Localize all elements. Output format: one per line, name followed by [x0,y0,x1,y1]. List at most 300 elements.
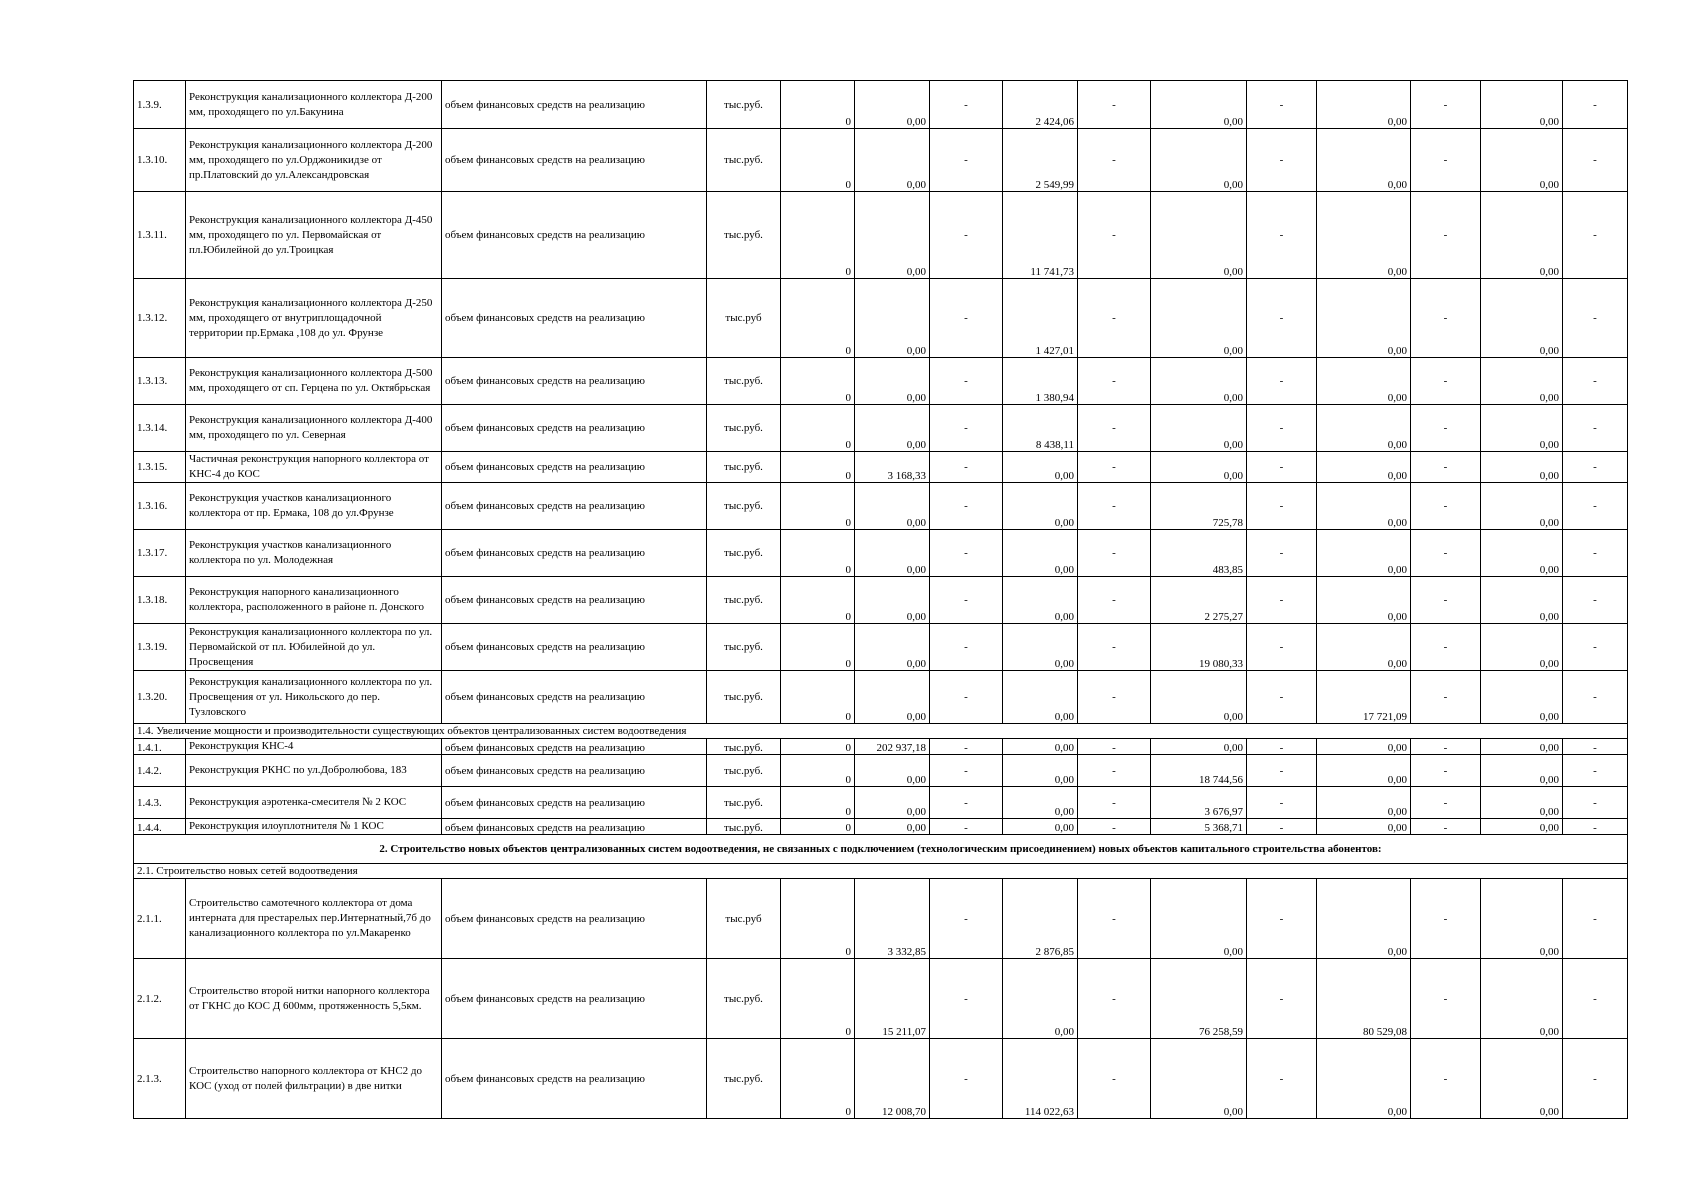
row-code: 1.3.18. [134,577,186,624]
dash-cell: - [1563,739,1628,755]
table-row [134,358,1628,405]
dash-cell: - [1411,577,1481,624]
section-heading-row [134,835,1628,864]
dash-cell: - [1411,739,1481,755]
table-row [134,577,1628,624]
dash-cell: - [1411,192,1481,279]
dash-cell: - [1563,577,1628,624]
dash-cell: - [1563,192,1628,279]
row-name: Реконструкция канализационного коллектора Д-450 мм, проходящего по ул. Первомайская от пл.Юбилейной до ул.Троицкая [186,192,442,279]
value-cell: 0 [781,879,855,959]
value-cell: 0,00 [1317,1039,1411,1119]
value-cell: 0,00 [1317,129,1411,192]
dash-cell: - [1078,819,1151,835]
value-cell: 0,00 [1481,739,1563,755]
dash-cell: - [1078,483,1151,530]
table-row [134,279,1628,358]
value-cell: 0,00 [1481,755,1563,787]
row-indicator: объем финансовых средств на реализацию [442,81,707,129]
dash-cell: - [1411,530,1481,577]
dash-cell: - [1078,787,1151,819]
row-code: 2.1.2. [134,959,186,1039]
value-cell: 0,00 [1481,624,1563,671]
value-cell: 0,00 [1003,671,1078,724]
row-unit: тыс.руб. [707,1039,781,1119]
value-cell: 0 [781,192,855,279]
value-cell: 0,00 [1481,279,1563,358]
dash-cell: - [930,959,1003,1039]
dash-cell: - [1078,959,1151,1039]
row-name: Реконструкция КНС-4 [186,739,442,755]
row-code: 1.4.3. [134,787,186,819]
table-row [134,671,1628,724]
value-cell: 0,00 [1003,624,1078,671]
dash-cell: - [1247,671,1317,724]
value-cell: 0,00 [1481,452,1563,483]
row-code: 1.3.9. [134,81,186,129]
value-cell: 0 [781,452,855,483]
row-unit: тыс.руб [707,279,781,358]
dash-cell: - [1247,624,1317,671]
value-cell: 0,00 [1317,819,1411,835]
value-cell: 0,00 [1481,358,1563,405]
row-indicator: объем финансовых средств на реализацию [442,358,707,405]
value-cell: 725,78 [1151,483,1247,530]
row-indicator: объем финансовых средств на реализацию [442,192,707,279]
dash-cell: - [930,483,1003,530]
row-name: Реконструкция канализационного коллектора Д-250 мм, проходящего от внутриплощадочной территории пр.Ермака ,108 до ул. Фрунзе [186,279,442,358]
dash-cell: - [1563,279,1628,358]
dash-cell: - [1411,452,1481,483]
dash-cell: - [930,577,1003,624]
row-indicator: объем финансовых средств на реализацию [442,577,707,624]
value-cell: 0,00 [1003,452,1078,483]
value-cell: 0 [781,129,855,192]
table-row [134,755,1628,787]
value-cell: 1 380,94 [1003,358,1078,405]
dash-cell: - [1247,405,1317,452]
dash-cell: - [1247,129,1317,192]
dash-cell: - [1563,452,1628,483]
row-name: Реконструкция участков канализационного коллектора от пр. Ермака, 108 до ул.Фрунзе [186,483,442,530]
dash-cell: - [1411,483,1481,530]
value-cell: 0,00 [855,483,930,530]
row-indicator: объем финансовых средств на реализацию [442,452,707,483]
investment-program-table [133,80,1628,1119]
value-cell: 11 741,73 [1003,192,1078,279]
row-unit: тыс.руб. [707,671,781,724]
table-row [134,739,1628,755]
subsection-row [134,864,1628,879]
value-cell: 0,00 [1003,755,1078,787]
dash-cell: - [1563,879,1628,959]
row-unit: тыс.руб. [707,959,781,1039]
value-cell: 0 [781,787,855,819]
dash-cell: - [1078,530,1151,577]
value-cell: 0,00 [855,279,930,358]
value-cell: 0 [781,959,855,1039]
row-unit: тыс.руб. [707,129,781,192]
value-cell: 0,00 [1151,1039,1247,1119]
dash-cell: - [1411,129,1481,192]
dash-cell: - [1411,624,1481,671]
row-code: 1.3.11. [134,192,186,279]
value-cell: 0,00 [1151,358,1247,405]
row-code: 1.3.16. [134,483,186,530]
row-code: 1.3.14. [134,405,186,452]
value-cell: 0,00 [1481,959,1563,1039]
subsection-title: 2.1. Строительство новых сетей водоотведения [134,864,1628,879]
value-cell: 0,00 [1317,192,1411,279]
row-name: Реконструкция участков канализационного коллектора по ул. Молодежная [186,530,442,577]
row-code: 1.3.12. [134,279,186,358]
table-row [134,192,1628,279]
dash-cell: - [930,452,1003,483]
dash-cell: - [1247,81,1317,129]
row-name: Реконструкция канализационного коллектора по ул. Первомайской от пл. Юбилейной до ул. Просвещения [186,624,442,671]
dash-cell: - [1411,671,1481,724]
row-indicator: объем финансовых средств на реализацию [442,279,707,358]
row-code: 1.3.13. [134,358,186,405]
value-cell: 0,00 [855,129,930,192]
value-cell: 0,00 [1151,279,1247,358]
dash-cell: - [1078,879,1151,959]
value-cell: 0,00 [855,358,930,405]
value-cell: 0 [781,358,855,405]
value-cell: 0 [781,405,855,452]
row-indicator: объем финансовых средств на реализацию [442,755,707,787]
row-unit: тыс.руб. [707,452,781,483]
value-cell: 0 [781,739,855,755]
table-row [134,819,1628,835]
dash-cell: - [1563,671,1628,724]
value-cell: 0,00 [1317,452,1411,483]
dash-cell: - [1078,755,1151,787]
dash-cell: - [1411,787,1481,819]
dash-cell: - [1563,358,1628,405]
dash-cell: - [930,530,1003,577]
dash-cell: - [1563,959,1628,1039]
row-name: Реконструкция канализационного коллектора Д-500 мм, проходящего от сп. Герцена по ул. Октябрьская [186,358,442,405]
row-name: Строительство самотечного коллектора от дома интерната для престарелых пер.Интернатный,7б до канализационного коллектора по ул.Макаренко [186,879,442,959]
value-cell: 15 211,07 [855,959,930,1039]
value-cell: 114 022,63 [1003,1039,1078,1119]
dash-cell: - [1247,358,1317,405]
dash-cell: - [930,739,1003,755]
dash-cell: - [930,819,1003,835]
value-cell: 0,00 [1151,192,1247,279]
row-unit: тыс.руб. [707,819,781,835]
dash-cell: - [930,192,1003,279]
dash-cell: - [1247,192,1317,279]
value-cell: 0 [781,81,855,129]
dash-cell: - [1563,483,1628,530]
row-indicator: объем финансовых средств на реализацию [442,671,707,724]
dash-cell: - [930,624,1003,671]
dash-cell: - [1563,81,1628,129]
dash-cell: - [930,405,1003,452]
row-code: 1.3.20. [134,671,186,724]
table-row [134,624,1628,671]
dash-cell: - [1247,739,1317,755]
row-indicator: объем финансовых средств на реализацию [442,819,707,835]
value-cell: 0,00 [1481,1039,1563,1119]
row-name: Частичная реконструкция напорного коллектора от КНС-4 до КОС [186,452,442,483]
value-cell: 5 368,71 [1151,819,1247,835]
table-row [134,530,1628,577]
value-cell: 0 [781,755,855,787]
table-row [134,879,1628,959]
row-name: Строительство напорного коллектора от КНС2 до КОС (уход от полей фильтрации) в две нитки [186,1039,442,1119]
value-cell: 0,00 [1481,819,1563,835]
value-cell: 0,00 [1317,530,1411,577]
value-cell: 0,00 [1317,787,1411,819]
row-name: Строительство второй нитки напорного коллектора от ГКНС до КОС Д 600мм, протяженность 5,5км. [186,959,442,1039]
value-cell: 1 427,01 [1003,279,1078,358]
row-unit: тыс.руб. [707,483,781,530]
value-cell: 2 424,06 [1003,81,1078,129]
value-cell: 0 [781,671,855,724]
row-indicator: объем финансовых средств на реализацию [442,739,707,755]
dash-cell: - [1411,819,1481,835]
value-cell: 0,00 [1003,577,1078,624]
dash-cell: - [1078,279,1151,358]
value-cell: 0 [781,819,855,835]
dash-cell: - [1247,483,1317,530]
row-name: Реконструкция РКНС по ул.Добролюбова, 183 [186,755,442,787]
value-cell: 0,00 [1481,787,1563,819]
value-cell: 0,00 [855,671,930,724]
dash-cell: - [1078,1039,1151,1119]
row-indicator: объем финансовых средств на реализацию [442,959,707,1039]
dash-cell: - [1563,624,1628,671]
row-indicator: объем финансовых средств на реализацию [442,1039,707,1119]
table-row [134,1039,1628,1119]
dash-cell: - [1247,879,1317,959]
value-cell: 0 [781,624,855,671]
table-row [134,959,1628,1039]
value-cell: 0,00 [1317,358,1411,405]
value-cell: 0,00 [855,755,930,787]
value-cell: 0,00 [1151,405,1247,452]
value-cell: 0,00 [855,819,930,835]
row-indicator: объем финансовых средств на реализацию [442,483,707,530]
dash-cell: - [1411,755,1481,787]
value-cell: 2 275,27 [1151,577,1247,624]
value-cell: 0,00 [1317,279,1411,358]
value-cell: 0,00 [1481,530,1563,577]
value-cell: 0,00 [1003,959,1078,1039]
row-unit: тыс.руб. [707,358,781,405]
dash-cell: - [1563,819,1628,835]
value-cell: 2 549,99 [1003,129,1078,192]
dash-cell: - [1247,452,1317,483]
value-cell: 3 332,85 [855,879,930,959]
dash-cell: - [1247,1039,1317,1119]
row-unit: тыс.руб. [707,577,781,624]
value-cell: 0,00 [855,530,930,577]
row-unit: тыс.руб. [707,192,781,279]
table-body [134,81,1628,1119]
value-cell: 0,00 [1481,405,1563,452]
value-cell: 0,00 [1481,879,1563,959]
value-cell: 0,00 [1481,483,1563,530]
dash-cell: - [1078,452,1151,483]
row-unit: тыс.руб. [707,530,781,577]
dash-cell: - [1078,358,1151,405]
table-row [134,787,1628,819]
dash-cell: - [1247,530,1317,577]
value-cell: 3 676,97 [1151,787,1247,819]
dash-cell: - [1411,959,1481,1039]
dash-cell: - [1247,787,1317,819]
dash-cell: - [1078,81,1151,129]
value-cell: 0,00 [1003,739,1078,755]
section-title: 2. Строительство новых объектов централизованных систем водоотведения, не связанных с подключением (технологическим присоединением) новых объектов капитального строительства абонентов: [134,835,1628,864]
row-unit: тыс.руб. [707,405,781,452]
value-cell: 0,00 [1317,739,1411,755]
value-cell: 0,00 [855,192,930,279]
row-indicator: объем финансовых средств на реализацию [442,129,707,192]
row-code: 2.1.3. [134,1039,186,1119]
dash-cell: - [930,81,1003,129]
row-code: 1.4.4. [134,819,186,835]
value-cell: 3 168,33 [855,452,930,483]
dash-cell: - [1078,671,1151,724]
value-cell: 0,00 [1003,530,1078,577]
subsection-row [134,724,1628,739]
row-code: 2.1.1. [134,879,186,959]
value-cell: 0,00 [1317,577,1411,624]
dash-cell: - [1411,405,1481,452]
value-cell: 0,00 [1481,577,1563,624]
dash-cell: - [930,787,1003,819]
row-unit: тыс.руб [707,879,781,959]
value-cell: 17 721,09 [1317,671,1411,724]
dash-cell: - [1563,787,1628,819]
value-cell: 19 080,33 [1151,624,1247,671]
value-cell: 0,00 [1317,483,1411,530]
subsection-title: 1.4. Увеличение мощности и производительности существующих объектов централизованных систем водоотведения [134,724,1628,739]
dash-cell: - [1078,577,1151,624]
value-cell: 0,00 [1317,405,1411,452]
dash-cell: - [1411,358,1481,405]
value-cell: 8 438,11 [1003,405,1078,452]
table-row [134,405,1628,452]
dash-cell: - [1563,530,1628,577]
dash-cell: - [1247,755,1317,787]
value-cell: 0,00 [1151,671,1247,724]
row-unit: тыс.руб. [707,624,781,671]
dash-cell: - [1078,739,1151,755]
row-indicator: объем финансовых средств на реализацию [442,879,707,959]
value-cell: 0,00 [855,577,930,624]
value-cell: 0,00 [1481,192,1563,279]
row-code: 1.3.15. [134,452,186,483]
table-row [134,483,1628,530]
dash-cell: - [1411,279,1481,358]
row-code: 1.4.1. [134,739,186,755]
value-cell: 0,00 [1151,81,1247,129]
row-indicator: объем финансовых средств на реализацию [442,787,707,819]
value-cell: 0,00 [1317,879,1411,959]
value-cell: 0,00 [1481,81,1563,129]
value-cell: 0,00 [1151,129,1247,192]
dash-cell: - [930,129,1003,192]
dash-cell: - [1563,1039,1628,1119]
value-cell: 0,00 [1317,81,1411,129]
value-cell: 0,00 [855,405,930,452]
value-cell: 0 [781,577,855,624]
value-cell: 483,85 [1151,530,1247,577]
row-indicator: объем финансовых средств на реализацию [442,405,707,452]
row-name: Реконструкция канализационного коллектора по ул. Просвещения от ул. Никольского до пер. Тузловского [186,671,442,724]
value-cell: 76 258,59 [1151,959,1247,1039]
dash-cell: - [1411,879,1481,959]
table-row [134,129,1628,192]
dash-cell: - [1247,819,1317,835]
row-name: Реконструкция канализационного коллектора Д-200 мм, проходящего по ул.Бакунина [186,81,442,129]
dash-cell: - [930,671,1003,724]
value-cell: 0,00 [1003,819,1078,835]
dash-cell: - [1411,81,1481,129]
dash-cell: - [1247,279,1317,358]
dash-cell: - [1563,405,1628,452]
dash-cell: - [1247,577,1317,624]
value-cell: 0 [781,483,855,530]
value-cell: 0,00 [1151,879,1247,959]
row-unit: тыс.руб. [707,787,781,819]
row-code: 1.4.2. [134,755,186,787]
row-name: Реконструкция канализационного коллектора Д-400 мм, проходящего по ул. Северная [186,405,442,452]
value-cell: 0,00 [1317,755,1411,787]
value-cell: 0,00 [1481,671,1563,724]
value-cell: 0,00 [1151,739,1247,755]
row-code: 1.3.19. [134,624,186,671]
row-unit: тыс.руб. [707,755,781,787]
value-cell: 18 744,56 [1151,755,1247,787]
dash-cell: - [1078,192,1151,279]
row-code: 1.3.10. [134,129,186,192]
row-indicator: объем финансовых средств на реализацию [442,530,707,577]
dash-cell: - [930,1039,1003,1119]
dash-cell: - [930,279,1003,358]
dash-cell: - [1411,1039,1481,1119]
dash-cell: - [1078,624,1151,671]
dash-cell: - [930,755,1003,787]
dash-cell: - [1078,405,1151,452]
value-cell: 0 [781,1039,855,1119]
table-row [134,81,1628,129]
value-cell: 80 529,08 [1317,959,1411,1039]
value-cell: 0,00 [855,81,930,129]
value-cell: 0,00 [855,787,930,819]
value-cell: 12 008,70 [855,1039,930,1119]
dash-cell: - [1247,959,1317,1039]
value-cell: 0 [781,530,855,577]
value-cell: 0,00 [1481,129,1563,192]
row-name: Реконструкция напорного канализационного коллектора, расположенного в районе п. Донского [186,577,442,624]
value-cell: 0,00 [1151,452,1247,483]
row-name: Реконструкция аэротенка-смесителя № 2 КОС [186,787,442,819]
dash-cell: - [1078,129,1151,192]
dash-cell: - [1563,755,1628,787]
row-unit: тыс.руб. [707,81,781,129]
value-cell: 202 937,18 [855,739,930,755]
row-unit: тыс.руб. [707,739,781,755]
dash-cell: - [930,358,1003,405]
value-cell: 0,00 [855,624,930,671]
